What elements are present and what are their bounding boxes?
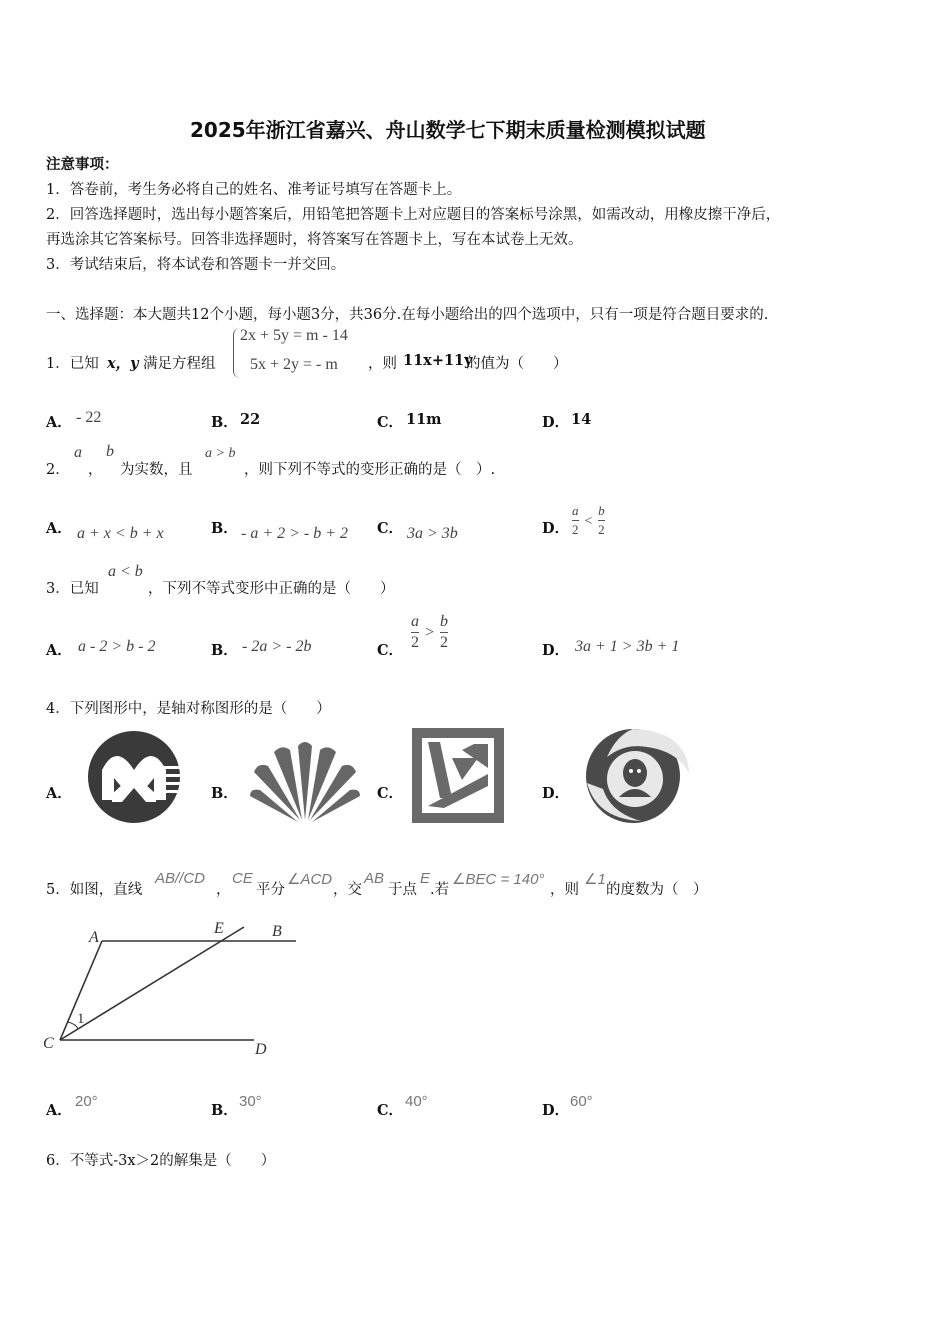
q5-t7: 的度数为（ ） xyxy=(606,882,708,898)
q2-mid: 为实数，且 xyxy=(120,462,193,478)
q2-tail: ，则下列不等式的变形正确的是（ ）. xyxy=(244,462,496,478)
q5-c4: AB xyxy=(364,870,385,887)
q2-option-d-frac-2: $\frac{b}{2}$ xyxy=(598,503,605,537)
q5-option-d-label[interactable]: D． xyxy=(542,1102,570,1119)
q5-c3: ∠ACD xyxy=(287,871,333,888)
q2-option-c-label[interactable]: C． xyxy=(377,520,404,537)
q1-option-c-value: 11m xyxy=(406,411,442,428)
q5-c2: CE xyxy=(232,870,253,887)
q3-option-a-label[interactable]: A． xyxy=(46,642,72,659)
q2-num: 2． xyxy=(46,462,70,478)
q1-brace xyxy=(233,328,240,378)
q3-option-b-value: - 2a > - 2b xyxy=(242,638,312,655)
q1-vars: x，y xyxy=(107,355,139,372)
q5-t3: ，交 xyxy=(333,882,362,898)
logo-c-icon xyxy=(412,728,504,823)
notice-item-2a: 2．回答选择题时，选出每小题答案后，用铅笔把答题卡上对应题目的答案标号涂黑，如需改动，用橡皮擦干净后， xyxy=(46,207,781,223)
q4-option-b-label[interactable]: B． xyxy=(211,785,238,802)
q1-option-a-label[interactable]: A． xyxy=(46,414,72,431)
q3-option-d-value: 3a + 1 > 3b + 1 xyxy=(575,638,680,655)
page-title: 2025年浙江省嘉兴、舟山数学七下期末质量检测模拟试题 xyxy=(190,118,706,142)
fig-label-a: A xyxy=(89,929,99,946)
q2-option-d-frac-1: $\frac{a}{2}$ xyxy=(572,503,579,537)
q6-text: 6．不等式-3x＞2的解集是（ ） xyxy=(46,1153,276,1169)
q5-c7: ∠1 xyxy=(584,871,606,888)
q2-var-b: b xyxy=(106,443,114,460)
q4-option-c-label[interactable]: C． xyxy=(377,785,404,802)
q2-option-d-label[interactable]: D． xyxy=(542,520,570,537)
q1-option-a-value: - 22 xyxy=(76,409,102,426)
logo-b-icon xyxy=(248,738,363,823)
fig-label-b: B xyxy=(272,923,282,940)
q3-option-c-label[interactable]: C． xyxy=(377,642,404,659)
q5-c1: AB//CD xyxy=(155,870,206,887)
q4-option-a-label[interactable]: A． xyxy=(46,785,72,802)
q3-prefix: 3．已知 xyxy=(46,581,99,597)
q5-option-a-label[interactable]: A． xyxy=(46,1102,72,1119)
q5-option-a-value: 20° xyxy=(75,1093,98,1110)
q3-option-c-frac-1: $\frac{a}{2}$ xyxy=(411,613,419,651)
q5-t1: ， xyxy=(216,882,231,898)
q1-expr: 11x+11y xyxy=(403,352,473,369)
q3-option-c-frac-2: $\frac{b}{2}$ xyxy=(439,613,448,651)
logo-a-icon xyxy=(84,730,184,825)
q1-option-c-label[interactable]: C． xyxy=(377,414,404,431)
q3-tail: ，下列不等式变形中正确的是（ ） xyxy=(148,581,395,597)
q3-option-c-value: $\frac{a}{2}$ > $\frac{b}{2}$ xyxy=(411,613,448,651)
q1-mid: 满足方程组 xyxy=(143,356,216,372)
notice-item-1: 1．答卷前，考生务必将自己的姓名、准考证号填写在答题卡上。 xyxy=(46,182,462,198)
fig-label-c: C xyxy=(43,1035,54,1052)
q1-suffix: ，则 xyxy=(368,356,397,372)
q2-option-b-label[interactable]: B． xyxy=(211,520,238,537)
q2-option-c-value: 3a > 3b xyxy=(407,525,458,542)
q3-option-b-label[interactable]: B． xyxy=(211,642,238,659)
q1-option-d-value: 14 xyxy=(571,411,592,428)
q1-tail: 的值为（ ） xyxy=(466,356,568,372)
q4-text: 4．下列图形中，是轴对称图形的是（ ） xyxy=(46,701,331,717)
q1-eq2: 5x + 2y = - m xyxy=(250,356,338,373)
q5-option-c-label[interactable]: C． xyxy=(377,1102,404,1119)
q5-option-b-label[interactable]: B． xyxy=(211,1102,238,1119)
q2-cond: a > b xyxy=(205,446,236,461)
q1-option-b-value: 22 xyxy=(240,411,261,428)
q3-option-d-label[interactable]: D． xyxy=(542,642,570,659)
fig-label-d: D xyxy=(255,1041,267,1058)
q2-option-b-value: - a + 2 > - b + 2 xyxy=(241,525,349,542)
q1-prefix: 1．已知 xyxy=(46,356,99,372)
q4-option-d-label[interactable]: D． xyxy=(542,785,570,802)
q2-option-d-value: $\frac{a}{2}$ < $\frac{b}{2}$ xyxy=(572,503,605,537)
notice-heading: 注意事项： xyxy=(46,156,119,173)
q1-option-b-label[interactable]: B． xyxy=(211,414,238,431)
q5-option-d-value: 60° xyxy=(570,1093,593,1110)
q5-prefix: 5．如图，直线 xyxy=(46,882,143,898)
fig-label-e: E xyxy=(214,920,224,937)
q1-eq1: 2x + 5y = m - 14 xyxy=(240,327,348,344)
q5-t6: ，则 xyxy=(550,882,579,898)
q2-sep: ， xyxy=(88,462,103,478)
section-heading: 一、选择题：本大题共12个小题，每小题3分，共36分.在每小题给出的四个选项中，只有一项是符合题目要求的. xyxy=(46,307,769,323)
notice-item-3: 3．考试结束后，将本试卷和答题卡一并交回。 xyxy=(46,257,346,273)
logo-d-icon xyxy=(577,727,693,825)
q2-option-a-value: a + x < b + x xyxy=(77,525,164,542)
q3-option-a-value: a - 2 > b - 2 xyxy=(78,638,156,655)
q2-var-a: a xyxy=(74,444,82,461)
q5-c6: ∠BEC = 140° xyxy=(452,871,545,888)
q5-t2: 平分 xyxy=(256,882,285,898)
q5-c5: E xyxy=(420,870,431,887)
q5-t5: .若 xyxy=(430,882,450,898)
q5-option-c-value: 40° xyxy=(405,1093,428,1110)
q3-cond: a < b xyxy=(108,563,143,580)
q5-geometry-figure xyxy=(40,918,305,1058)
fig-label-angle-1: 1 xyxy=(77,1011,85,1027)
q5-t4: 于点 xyxy=(388,882,417,898)
q1-option-d-label[interactable]: D． xyxy=(542,414,570,431)
q2-option-a-label[interactable]: A． xyxy=(46,520,72,537)
notice-item-2b: 再选涂其它答案标号。回答非选择题时，将答案写在答题卡上，写在本试卷上无效。 xyxy=(46,232,583,248)
q5-option-b-value: 30° xyxy=(239,1093,262,1110)
